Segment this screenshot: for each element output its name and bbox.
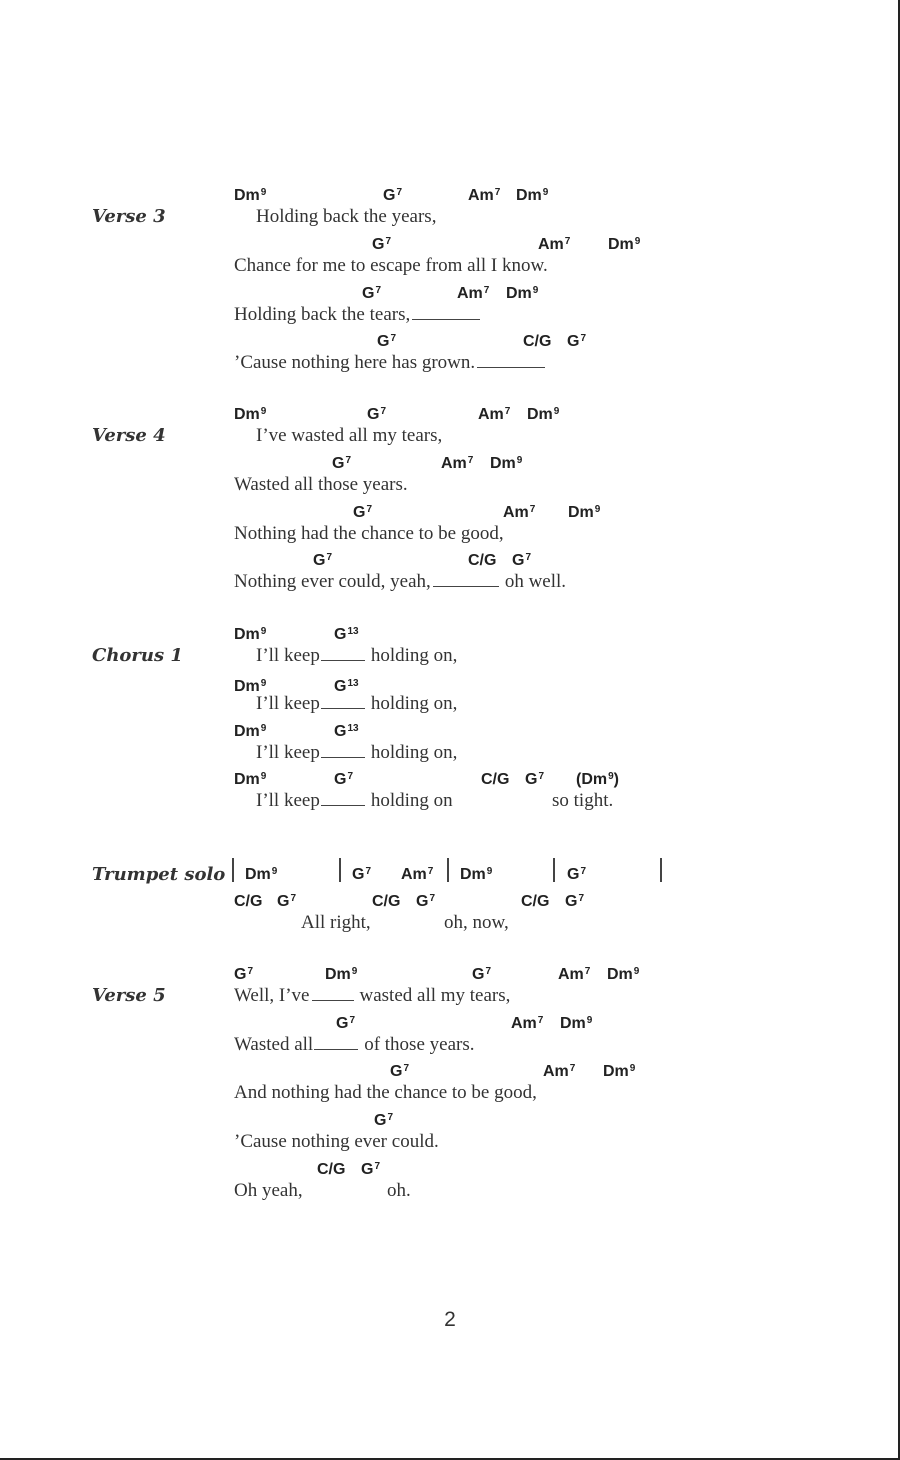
chord: Dm$^9$	[325, 966, 358, 983]
lyric-line: Wasted all of those years.	[234, 1034, 475, 1055]
chord: Dm$^9$	[234, 771, 267, 788]
chord: Dm$^9$	[607, 966, 640, 983]
chord: Dm$^9$	[234, 723, 267, 740]
chord: Dm$^9$	[527, 406, 560, 423]
chord: $G^{13}$	[334, 723, 359, 740]
chord: $G^7$	[374, 1112, 394, 1129]
chord: Am$^7$	[478, 406, 511, 423]
bar-chord: Dm$^9$	[460, 866, 493, 883]
chord: $G^7$	[525, 771, 545, 788]
section-label-chorus-1: Chorus 1	[92, 645, 183, 666]
chord: $G^7$	[313, 552, 333, 569]
lyric-line: so tight.	[552, 790, 614, 811]
bar-line	[553, 858, 555, 882]
lyric-line: oh.	[387, 1180, 411, 1201]
chord: C/G	[234, 893, 263, 910]
chord: $G^7$	[567, 333, 587, 350]
lyric-line: I’ll keep holding on,	[256, 742, 458, 763]
chord: Am$^7$	[543, 1063, 576, 1080]
lyric-line: Holding back the years,	[256, 206, 437, 227]
chord: Dm$^9$	[234, 187, 267, 204]
chord: $G^{13}$	[334, 626, 359, 643]
chord: $G^7$	[332, 455, 352, 472]
lyric-line: All right,	[301, 912, 371, 933]
chord: C/G	[372, 893, 401, 910]
section-label-verse-5: Verse 5	[92, 985, 166, 1006]
chord: $G^7$	[336, 1015, 356, 1032]
chord: $G^7$	[353, 504, 373, 521]
section-label-verse-4: Verse 4	[92, 425, 166, 446]
lyric-line: ’Cause nothing ever could.	[234, 1131, 439, 1152]
chord: Dm$^9$	[234, 406, 267, 423]
lyric-line: Well, I’ve wasted all my tears,	[234, 985, 511, 1006]
chord: $G^7$	[277, 893, 297, 910]
page-number: 2	[444, 1308, 456, 1331]
chord: $G^7$	[377, 333, 397, 350]
lyric-line: Oh yeah,	[234, 1180, 303, 1201]
chord: $G^7$	[512, 552, 532, 569]
chord: $G^7$	[390, 1063, 410, 1080]
bar-chord: $G^7$	[567, 866, 587, 883]
section-label-verse-3: Verse 3	[92, 206, 166, 227]
chord: $G^7$	[234, 966, 254, 983]
bar-chord: $G^7$	[352, 866, 372, 883]
lyric-line: I’ll keep holding on,	[256, 645, 458, 666]
bar-chord: Dm$^9$	[245, 866, 278, 883]
chord: Dm$^9$	[560, 1015, 593, 1032]
section-label-trumpet-solo: Trumpet solo	[92, 864, 226, 885]
bar-line	[339, 858, 341, 882]
chord: C/G	[523, 333, 552, 350]
chord: Am$^7$	[468, 187, 501, 204]
chord: C/G	[468, 552, 497, 569]
lyric-line: Chance for me to escape from all I know.	[234, 255, 548, 276]
chord: Am$^7$	[503, 504, 536, 521]
chord: Am$^7$	[457, 285, 490, 302]
chord: Dm$^9$	[490, 455, 523, 472]
chord: $G^7$	[383, 187, 403, 204]
chord: C/G	[317, 1161, 346, 1178]
chord: C/G	[521, 893, 550, 910]
lyric-line: Holding back the tears,	[234, 304, 480, 326]
bar-line	[660, 858, 662, 882]
chord: Dm$^9$	[506, 285, 539, 302]
chord: Dm$^9$	[603, 1063, 636, 1080]
lyric-line: ’Cause nothing here has grown.	[234, 352, 545, 374]
chord: $G^7$	[416, 893, 436, 910]
lyric-line: Wasted all those years.	[234, 474, 408, 495]
chord: Am$^7$	[511, 1015, 544, 1032]
chord: Dm$^9$	[234, 626, 267, 643]
chord: Am$^7$	[538, 236, 571, 253]
chord: $G^{13}$	[334, 678, 359, 695]
lyric-line: Nothing ever could, yeah, oh well.	[234, 571, 567, 592]
chord: Dm$^9$	[568, 504, 601, 521]
bar-chord: Am$^7$	[401, 866, 434, 883]
chord: Dm$^9$	[234, 678, 267, 695]
bar-line	[232, 858, 234, 882]
lyric-line: I’ll keep holding on	[256, 790, 453, 811]
chord: $G^7$	[361, 1161, 381, 1178]
lyric-line: And nothing had the chance to be good,	[234, 1082, 537, 1103]
lyric-line: I’ll keep holding on,	[256, 693, 458, 714]
chord: Dm$^9$	[608, 236, 641, 253]
chord: $G^7$	[372, 236, 392, 253]
chord: Am$^7$	[558, 966, 591, 983]
chord: (Dm$^9$)	[576, 771, 619, 788]
lyric-line: Nothing had the chance to be good,	[234, 523, 504, 544]
bar-line	[447, 858, 449, 882]
chord: $G^7$	[362, 285, 382, 302]
chord: Am$^7$	[441, 455, 474, 472]
chord: Dm$^9$	[516, 187, 549, 204]
lyric-line: I’ve wasted all my tears,	[256, 425, 443, 446]
chord: C/G	[481, 771, 510, 788]
chord: $G^7$	[334, 771, 354, 788]
chord: $G^7$	[565, 893, 585, 910]
lyric-line: oh, now,	[444, 912, 509, 933]
chord: $G^7$	[472, 966, 492, 983]
chord: $G^7$	[367, 406, 387, 423]
